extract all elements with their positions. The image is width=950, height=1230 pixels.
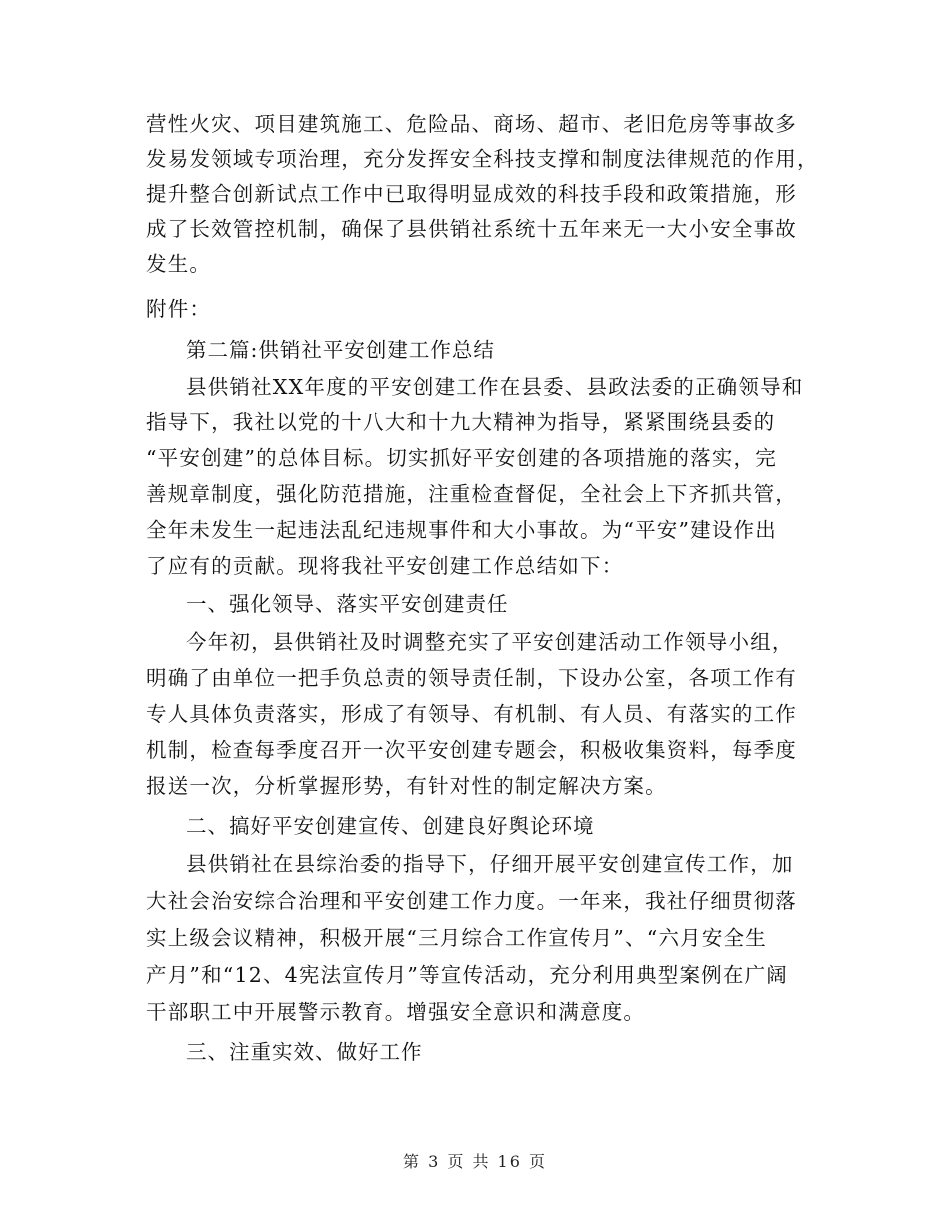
paragraph-line: 县供销社在县综治委的指导下，仔细开展平安创建宣传工作，加	[186, 852, 794, 876]
paragraph-line: 了应有的贡献。现将我社平安创建工作总结如下：	[146, 554, 624, 578]
paragraph-line: 机制，检查每季度召开一次平安创建专题会，积极收集资料，每季度	[146, 738, 797, 762]
paragraph-line: 产月”和“12、4宪法宣传月”等宣传活动，充分利用典型案例在广阔	[146, 963, 788, 987]
paragraph-line: 报送一次，分析掌握形势，有针对性的制定解决方案。	[146, 774, 667, 798]
paragraph-line: 大社会治安综合治理和平安创建工作力度。一年来，我社仔细贯彻落	[146, 889, 797, 913]
paragraph-line: 发易发领域专项治理，充分发挥安全科技支撑和制度法律规范的作用，	[146, 147, 819, 171]
paragraph-line: 全年未发生一起违法乱纪违规事件和大小事故。为“平安”建设作出	[146, 518, 777, 542]
page-number-footer: 第 3 页 共 16 页	[403, 1152, 547, 1171]
paragraph-line: 明确了由单位一把手负总责的领导责任制，下设办公室，各项工作有	[146, 666, 797, 690]
paragraph-line: 发生。	[146, 252, 212, 276]
paragraph-line: 专人具体负责落实，形成了有领导、有机制、有人员、有落实的工作	[146, 702, 797, 726]
attachment-label: 附件：	[146, 297, 212, 321]
paragraph-line: 指导下，我社以党的十八大和十九大精神为指导，紧紧围绕县委的	[146, 410, 776, 434]
section-heading: 三、注重实效、做好工作	[186, 1040, 423, 1064]
paragraph-line: 实上级会议精神，积极开展“三月综合工作宣传月”、“六月安全生	[146, 926, 767, 950]
paragraph-line: 提升整合创新试点工作中已取得明显成效的科技手段和政策措施，形	[146, 182, 797, 206]
paragraph-line: 县供销社XX年度的平安创建工作在县委、县政法委的正确领导和	[186, 375, 804, 399]
paragraph-line: 干部职工中开展警示教育。增强安全意识和满意度。	[146, 1000, 646, 1024]
paragraph-line: 营性火灾、项目建筑施工、危险品、商场、超市、老旧危房等事故多	[146, 112, 797, 136]
paragraph-line: 成了长效管控机制，确保了县供销社系统十五年来无一大小安全事故	[146, 217, 797, 241]
paragraph-line: “平安创建”的总体目标。切实抓好平安创建的各项措施的落实，完	[146, 446, 777, 470]
paragraph-line: 今年初，县供销社及时调整充实了平安创建活动工作领导小组，	[186, 630, 794, 654]
section-heading: 二、搞好平安创建宣传、创建良好舆论环境	[186, 814, 595, 838]
section-title: 第二篇:供销社平安创建工作总结	[186, 338, 495, 362]
section-heading: 一、强化领导、落实平安创建责任	[186, 592, 509, 616]
paragraph-line: 善规章制度，强化防范措施，注重检查督促，全社会上下齐抓共管，	[146, 482, 797, 506]
